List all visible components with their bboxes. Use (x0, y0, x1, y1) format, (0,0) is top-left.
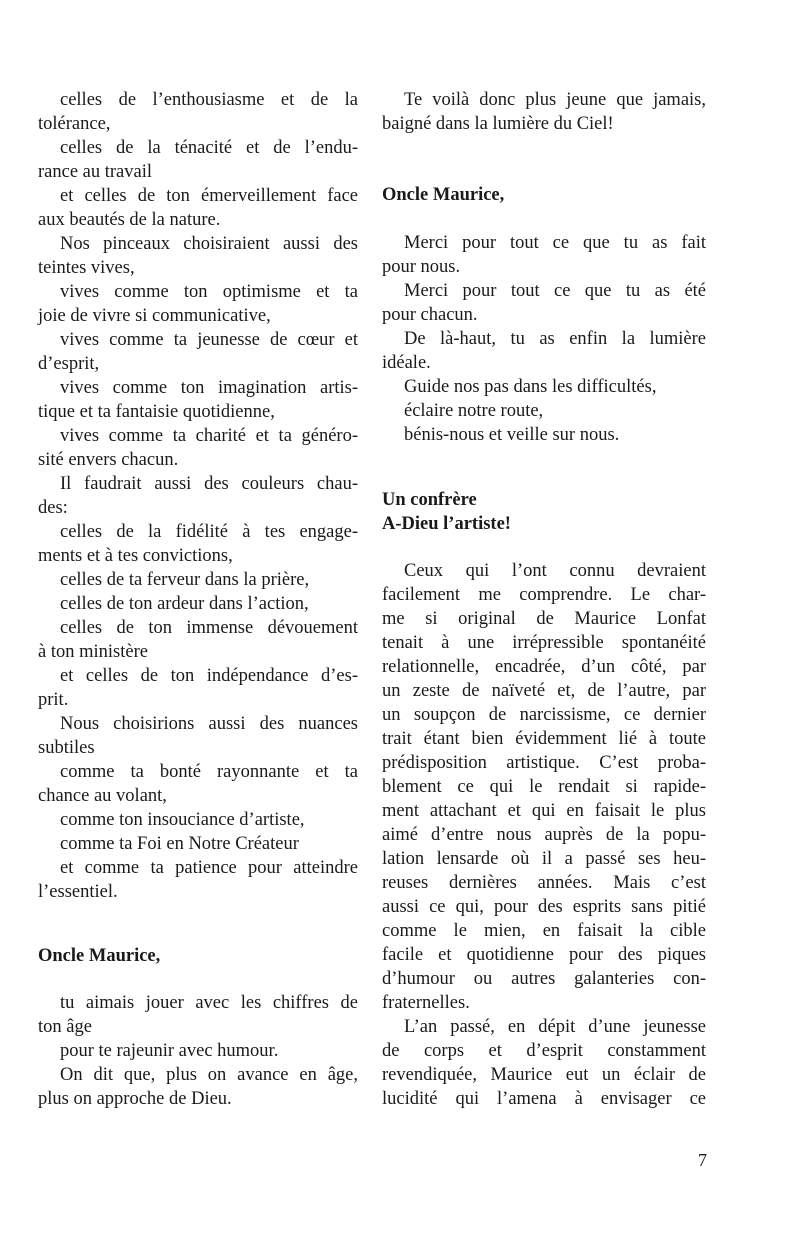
text-line: à ton ministère (38, 642, 148, 662)
text-line: un soupçon de narcissisme, ce dernier (382, 705, 706, 725)
text-line: On dit que, plus on avance en âge, (60, 1065, 358, 1085)
text-line: bénis-nous et veille sur nous. (404, 425, 620, 445)
text-line: sité envers chacun. (38, 450, 179, 470)
section-heading: A-Dieu l’artiste! (382, 514, 511, 534)
text-line: Merci pour tout ce que tu as été (404, 281, 706, 301)
text-line: aimé d’entre nous auprès de la popu- (382, 825, 706, 845)
text-line: prédisposition artistique. C’est proba- (382, 753, 706, 773)
text-line: revendiquée, Maurice eut un éclair de (382, 1065, 706, 1085)
text-line: Guide nos pas dans les difficultés, (404, 377, 657, 397)
text-line: celles de ton ardeur dans l’action, (60, 594, 309, 614)
text-line: chance au volant, (38, 786, 167, 806)
text-line: l’essentiel. (38, 882, 118, 902)
text-line: Nous choisirions aussi des nuances (60, 714, 358, 734)
text-line: lation lensarde où il a passé ses heu- (382, 849, 706, 869)
text-line: idéale. (382, 353, 431, 373)
text-line: lucidité qui l’amena à envisager ce (382, 1089, 706, 1109)
text-line: tu aimais jouer avec les chiffres de (60, 993, 358, 1013)
text-line: vives comme ta charité et ta généro- (60, 426, 358, 446)
text-line: Ceux qui l’ont connu devraient (404, 561, 706, 581)
text-line: vives comme ton imagination artis- (60, 378, 358, 398)
text-line: pour chacun. (382, 305, 478, 325)
text-line: et celles de ton émerveillement face (60, 186, 358, 206)
text-line: aussi ce qui, pour des esprits sans pitié (382, 897, 706, 917)
text-line: celles de la ténacité et de l’endu- (60, 138, 358, 158)
text-line: aux beautés de la nature. (38, 210, 221, 230)
text-line: prit. (38, 690, 69, 710)
text-line: Merci pour tout ce que tu as fait (404, 233, 706, 253)
text-line: teintes vives, (38, 258, 135, 278)
text-line: et comme ta patience pour atteindre (60, 858, 358, 878)
text-line: subtiles (38, 738, 95, 758)
text-line: celles de ta ferveur dans la prière, (60, 570, 310, 590)
text-line: éclaire notre route, (404, 401, 544, 421)
text-line: comme ta Foi en Notre Créateur (60, 834, 299, 854)
text-line: d’humour ou autres galanteries con- (382, 969, 706, 989)
text-line: ment attachant et qui en faisait le plus (382, 801, 706, 821)
text-line: d’esprit, (38, 354, 100, 374)
text-line: comme le mien, en faisait la cible (382, 921, 706, 941)
text-line: comme ta bonté rayonnante et ta (60, 762, 358, 782)
section-heading: Oncle Maurice, (382, 185, 505, 205)
text-line: facile et quotidienne pour des piques (382, 945, 706, 965)
text-line: Te voilà donc plus jeune que jamais, (404, 90, 706, 110)
text-line: pour te rajeunir avec humour. (60, 1041, 279, 1061)
text-line: reuses dernières années. Mais c’est (382, 873, 706, 893)
text-line: rance au travail (38, 162, 153, 182)
text-line: trait étant bien évidemment lié à toute (382, 729, 706, 749)
text-line: de corps et d’esprit constamment (382, 1041, 706, 1061)
text-line: ton âge (38, 1017, 92, 1037)
text-line: celles de ton immense dévouement (60, 618, 358, 638)
text-line: celles de la fidélité à tes engage- (60, 522, 358, 542)
text-line: des: (38, 498, 68, 518)
text-line: blement ce qui le rendait si rapide- (382, 777, 706, 797)
text-line: vives comme ta jeunesse de cœur et (60, 330, 358, 350)
text-line: tenait à une irrépressible spontanéité (382, 633, 706, 653)
text-line: Il faudrait aussi des couleurs chau- (60, 474, 358, 494)
text-line: ments et à tes convictions, (38, 546, 233, 566)
section-heading: Un confrère (382, 490, 477, 510)
text-line: un zeste de naïveté et, de l’autre, par (382, 681, 706, 701)
text-line: Nos pinceaux choisiraient aussi des (60, 234, 358, 254)
text-line: me si original de Maurice Lonfat (382, 609, 706, 629)
text-line: facilement me comprendre. Le char- (382, 585, 706, 605)
text-line: comme ton insouciance d’artiste, (60, 810, 305, 830)
text-line: baigné dans la lumière du Ciel! (382, 114, 614, 134)
text-line: De là-haut, tu as enfin la lumière (404, 329, 706, 349)
text-line: tique et ta fantaisie quotidienne, (38, 402, 275, 422)
text-line: pour nous. (382, 257, 461, 277)
text-line: plus on approche de Dieu. (38, 1089, 232, 1109)
text-line: tolérance, (38, 114, 111, 134)
text-line: et celles de ton indépendance d’es- (60, 666, 358, 686)
text-line: celles de l’enthousiasme et de la (60, 90, 358, 110)
text-line: vives comme ton optimisme et ta (60, 282, 358, 302)
text-line: joie de vivre si communicative, (38, 306, 271, 326)
page-number: 7 (698, 1150, 707, 1170)
text-line: relationnelle, encadrée, d’un côté, par (382, 657, 706, 677)
text-line: L’an passé, en dépit d’une jeunesse (404, 1017, 706, 1037)
section-heading: Oncle Maurice, (38, 946, 161, 966)
text-line: fraternelles. (382, 993, 470, 1013)
